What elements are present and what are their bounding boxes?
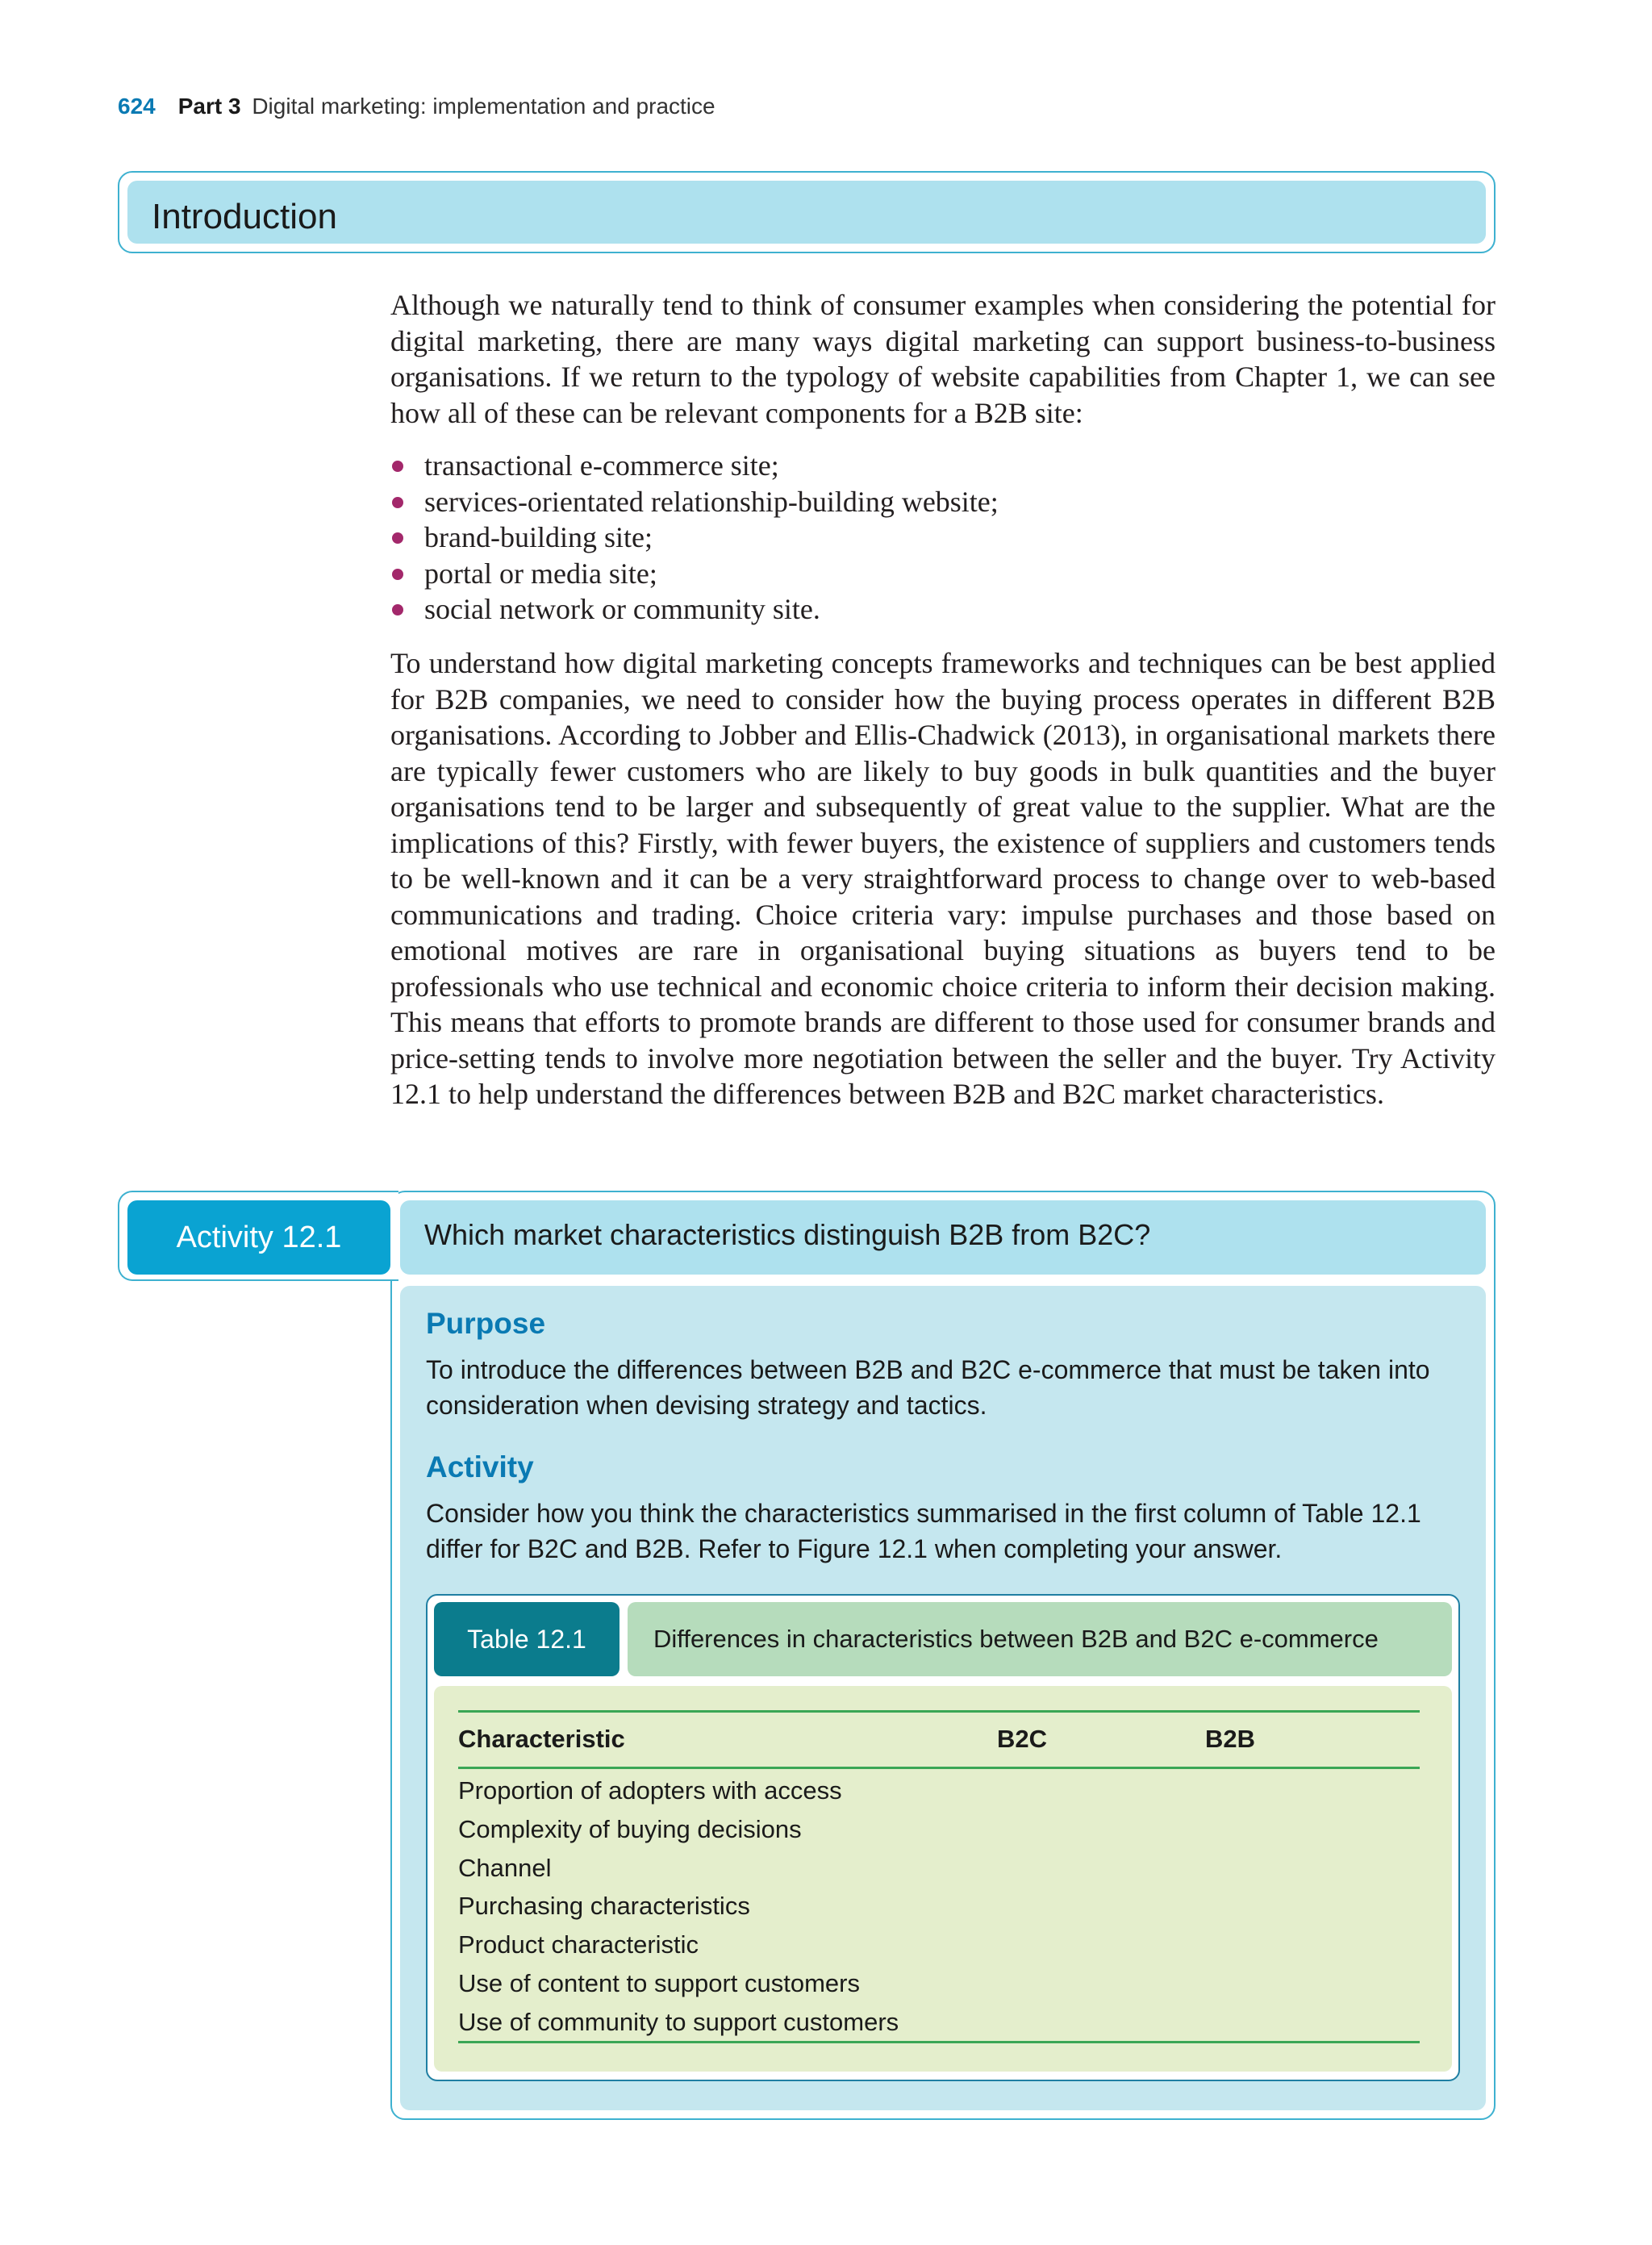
list-item: transactional e-commerce site;	[390, 448, 999, 484]
table-caption: Differences in characteristics between B2B and B2C e-commerce	[628, 1602, 1452, 1676]
table-top-rule	[458, 1710, 1420, 1713]
purpose-heading: Purpose	[426, 1307, 546, 1340]
page-number: 624	[118, 94, 156, 119]
purpose-text: To introduce the differences between B2B and B2C e-commerce that must be taken into consideration when devising strategy and tactics.	[426, 1355, 1430, 1420]
column-header-b2c: B2C	[997, 1725, 1048, 1753]
part-label: Part 3	[177, 94, 241, 119]
list-item: social network or community site.	[390, 591, 999, 628]
table-row: Purchasing characteristics	[458, 1892, 750, 1921]
table-row: Product characteristic	[458, 1930, 699, 1959]
column-header-characteristic: Characteristic	[458, 1725, 625, 1753]
table-row: Use of content to support customers	[458, 1968, 860, 1997]
introduction-heading-fill	[127, 181, 1486, 244]
table-row: Proportion of adopters with access	[458, 1776, 842, 1805]
capabilities-list	[390, 448, 999, 628]
table-rows	[458, 1771, 899, 2042]
activity-label: Activity 12.1	[127, 1200, 390, 1275]
table-bottom-rule	[458, 2041, 1420, 2043]
list-item: services-orientated relationship-building website;	[390, 484, 999, 520]
intro-paragraph-1: Although we naturally tend to think of consumer examples when considering the potential for digital marketing, there are many ways digital marketing can support business-to-business organisations. If we return to the typology of website capabilities from Chapter 1, we can see how all of these can be relevant components for a B2B site:	[390, 289, 1496, 429]
list-item: brand-building site;	[390, 520, 999, 556]
table-row: Channel	[458, 1853, 552, 1882]
activity-question-bar	[400, 1200, 1486, 1275]
activity-text: Consider how you think the characteristics summarised in the first column of Table 12.1 differ for B2C and B2B. Refer to Figure 12.1 when completing your answer.	[426, 1499, 1421, 1563]
table-row: Use of community to support customers	[458, 2007, 899, 2036]
table-header-rule	[458, 1767, 1420, 1769]
part-title: Digital marketing: implementation and practice	[252, 94, 715, 119]
table-row: Complexity of buying decisions	[458, 1814, 802, 1843]
list-item: portal or media site;	[390, 556, 999, 592]
activity-heading: Activity	[426, 1450, 534, 1483]
activity-question: Which market characteristics distinguish B2B from B2C?	[424, 1218, 1151, 1251]
running-head	[118, 94, 715, 119]
introduction-heading-box	[118, 171, 1496, 253]
intro-paragraph-2: To understand how digital marketing concepts frameworks and techniques can be best applied for B2B companies, we need to consider how the buying process operates in different B2B organisations. According to Jobber and Ellis-Chadwick (2013), in organisational markets there are typically fewer customers who are likely to buy goods in bulk quantities and the buyer organisations tend to be larger and subsequently of great value to the supplier. What are the implications of this? Firstly, with fewer buyers, the existence of suppliers and customers tends to be well-known and it can be a very straightforward process to change over to web-based communications and trading. Choice criteria vary: impulse purchases and those based on emotional motives are rare in organisational buying situations as buyers tend to be professionals who use technical and economic choice criteria to inform their decision making. This means that efforts to promote brands are different to those used for consumer brands and price-setting tends to involve more negotiation between the seller and the buyer. Try Activity 12.1 to help understand the differences between B2B and B2C market characteristics.	[390, 647, 1496, 1110]
introduction-heading: Introduction	[152, 197, 337, 236]
table-label: Table 12.1	[434, 1602, 620, 1676]
column-header-b2b: B2B	[1205, 1725, 1256, 1753]
